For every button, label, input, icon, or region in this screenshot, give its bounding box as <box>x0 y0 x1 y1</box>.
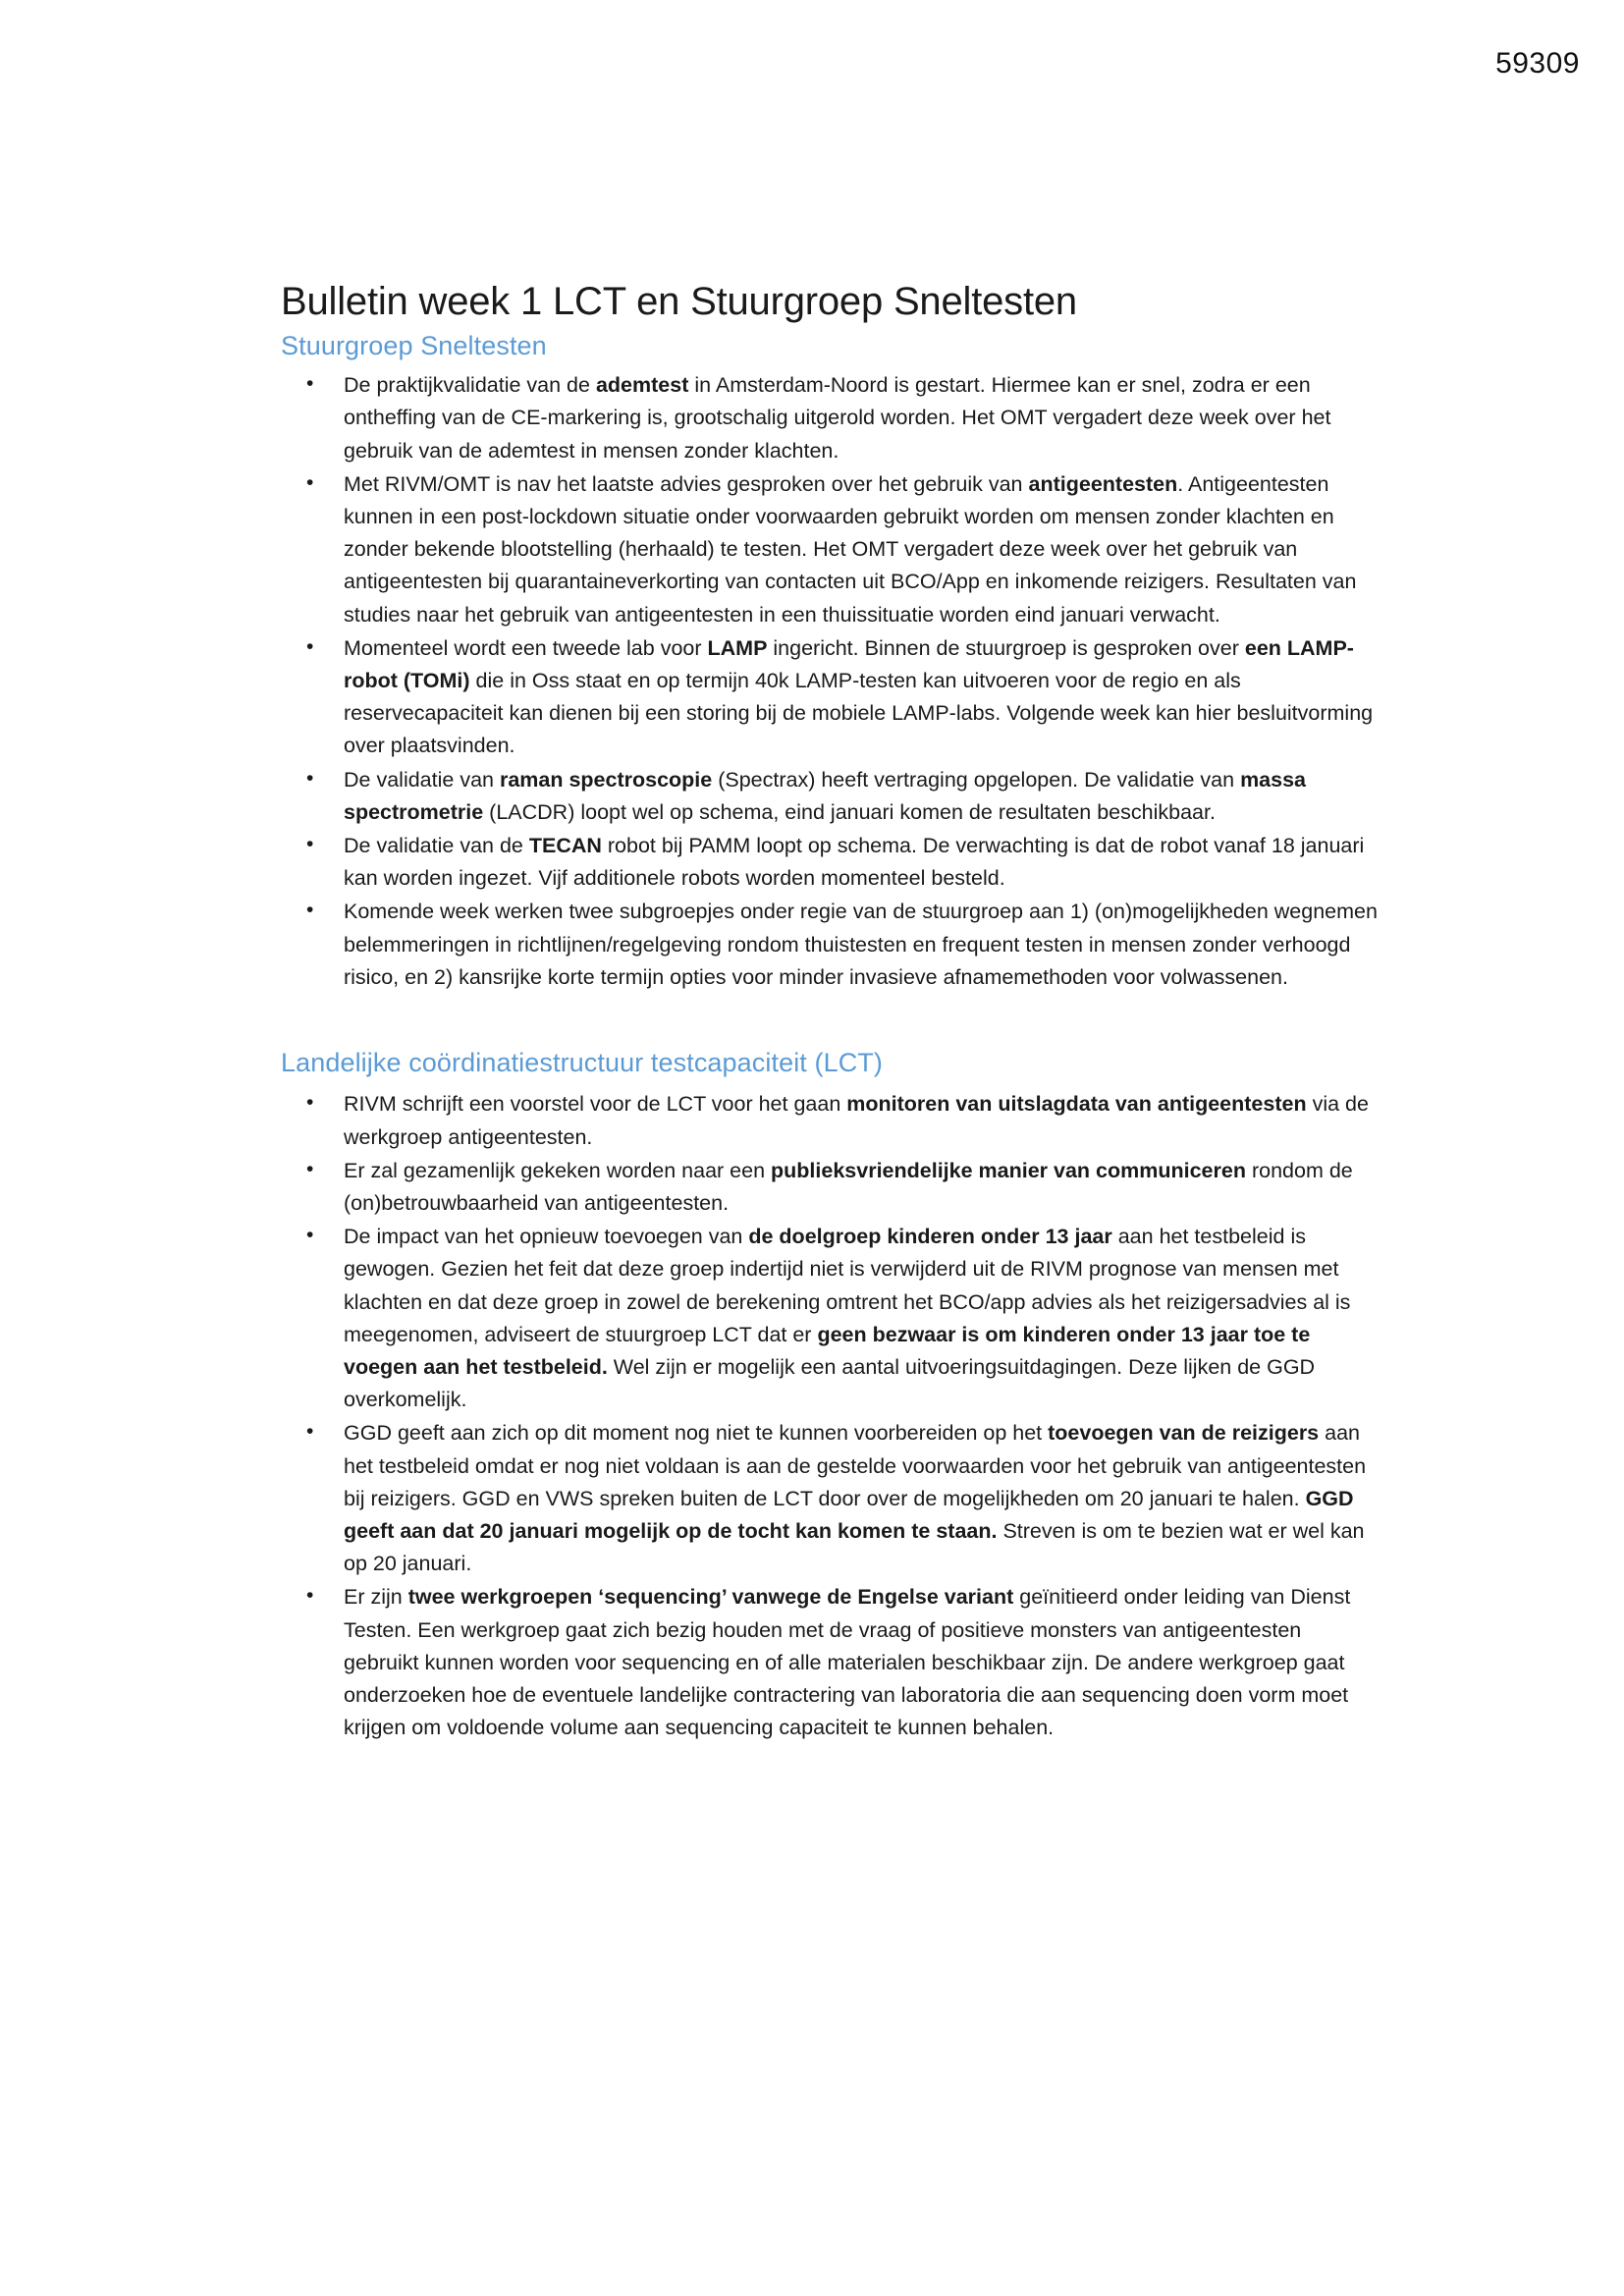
list-item-text <box>344 373 1330 462</box>
list-item <box>281 1417 1380 1580</box>
list-item <box>281 1155 1380 1220</box>
body-text: in Amsterdam-Noord is gestart. Hiermee kan er snel, zodra er een ontheffing van de CE-markering is, grootschalig uitgerold worden. Het OMT vergadert deze week over het gebruik van de ademtest in mensen zonder klachten. <box>344 373 1331 463</box>
body-text: die in Oss staat en op termijn 40k LAMP-testen kan uitvoeren voor de regio en als reservecapaciteit kan dienen bij een storing bij de mobiele LAMP-labs. Volgende week kan hier besluitvorming over plaatsvinden. <box>344 669 1374 758</box>
emphasis-text: geen bezwaar is om kinderen onder 13 jaar toe te voegen aan het testbeleid. <box>344 1322 1311 1380</box>
body-text: geïnitieerd onder leiding van Dienst Testen. Een werkgroep gaat zich bezig houden met de vraag of positieve monsters van antigeentesten gebruikt kunnen worden voor sequencing en of alle materialen beschikbaar zijn. De andere werkgroep gaat onderzoeken hoe de eventuele landelijke contractering van laboratoria die aan sequencing doen vorm moet krijgen om voldoende volume aan sequencing capaciteit te kunnen behalen. <box>344 1585 1351 1740</box>
document-content <box>281 280 1380 1746</box>
emphasis-text: antigeentesten <box>1028 471 1178 496</box>
body-text: (LACDR) loopt wel op schema, eind januari komen de resultaten beschikbaar. <box>483 799 1216 824</box>
emphasis-text: GGD geeft aan dat 20 januari mogelijk op de tocht kan komen te staan. <box>344 1486 1354 1544</box>
body-text: Er zijn <box>344 1585 408 1610</box>
emphasis-text: monitoren van uitslagdata van antigeentesten <box>846 1092 1307 1117</box>
list-item-text <box>344 636 1373 758</box>
body-text: Komende week werken twee subgroepjes onder regie van de stuurgroep aan 1) (on)mogelijkheden wegnemen belemmeringen in richtlijnen/regelgeving rondom thuistesten en frequent testen in mensen zonder verhoogd risico, en 2) kansrijke korte termijn opties voor minder invasieve afnamemethoden voor volwassenen. <box>344 900 1378 989</box>
body-text: GGD geeft aan zich op dit moment nog niet te kunnen voorbereiden op het <box>344 1421 1049 1446</box>
body-text: Met RIVM/OMT is nav het laatste advies gesproken over het gebruik van <box>344 471 1029 496</box>
list-item-text <box>344 900 1378 988</box>
body-text: (Spectrax) heeft vertraging opgelopen. De validatie van <box>712 767 1241 792</box>
list-item <box>281 632 1380 763</box>
body-text: ingericht. Binnen de stuurgroep is gesproken over <box>767 635 1245 660</box>
emphasis-text: TECAN <box>528 834 602 858</box>
page-title: Bulletin week 1 LCT en Stuurgroep Sneltesten <box>281 280 1077 323</box>
body-text: aan het testbeleid is gewogen. Gezien het feit dat deze groep indertijd niet is verwijderd uit de RIVM prognose van mensen met klachten en dat deze groep in zowel de berekening omtrent het BCO/app advies als het reizigersadvies al is meegenomen, adviseert de stuurgroep LCT dat er <box>344 1225 1351 1346</box>
body-text: Er zal gezamenlijk gekeken worden naar een <box>344 1158 772 1182</box>
emphasis-text: toevoegen van de reizigers <box>1048 1421 1320 1446</box>
body-text: Momenteel wordt een tweede lab voor <box>344 635 708 660</box>
body-text: Wel zijn er mogelijk een aantal uitvoeringsuitdagingen. Deze lijken de GGD overkomelijk. <box>344 1355 1316 1412</box>
list-item <box>281 1221 1380 1416</box>
emphasis-text: massa spectrometrie <box>344 767 1307 824</box>
body-text: RIVM schrijft een voorstel voor de LCT voor het gaan <box>344 1092 847 1117</box>
list-item <box>281 369 1380 467</box>
body-text: rondom de (on)betrouwbaarheid van antigeentesten. <box>344 1158 1353 1216</box>
body-text: De praktijkvalidatie van de <box>344 373 596 398</box>
list-item <box>281 896 1380 994</box>
emphasis-text: de doelgroep kinderen onder 13 jaar <box>748 1225 1112 1249</box>
body-text: De validatie van de <box>344 834 529 858</box>
section-heading-lct: Landelijke coördinatiestructuur testcapaciteit (LCT) <box>281 1048 883 1078</box>
body-text: . Antigeentesten kunnen in een post-lockdown situatie onder voorwaarden gebruikt worden om mensen zonder klachten en zonder bekende blootstelling (herhaald) te testen. Het OMT vergadert deze week over het gebruik van antigeentesten bij quarantaineverkorting van contacten uit BCO/App en inkomende reizigers. Resultaten van studies naar het gebruik van antigeentesten in een thuissituatie worden eind januari verwacht. <box>344 471 1357 627</box>
body-text: De validatie van <box>344 767 500 792</box>
list-item-text <box>344 1159 1353 1215</box>
emphasis-text: publieksvriendelijke manier van communiceren <box>771 1158 1246 1182</box>
emphasis-text: ademtest <box>595 373 689 398</box>
emphasis-text: twee werkgroepen ‘sequencing’ vanwege de Engelse variant <box>407 1585 1014 1610</box>
bullet-list-stuurgroep <box>281 369 1380 994</box>
section-heading-stuurgroep: Stuurgroep Sneltesten <box>281 330 547 360</box>
body-text: robot bij PAMM loopt op schema. De verwachting is dat de robot vanaf 18 januari kan worden ingezet. Vijf additionele robots worden momenteel besteld. <box>344 834 1365 891</box>
emphasis-text: raman spectroscopie <box>499 767 713 792</box>
list-item-text <box>344 1225 1350 1411</box>
body-text: via de werkgroep antigeentesten. <box>344 1092 1369 1149</box>
list-item <box>281 764 1380 829</box>
list-item-text <box>344 1092 1369 1148</box>
body-text: aan het testbeleid omdat er nog niet voldaan is aan de gestelde voorwaarden voor het gebruik van antigeentesten bij reizigers. GGD en VWS spreken buiten de LCT door over de mogelijkheden om 20 januari te halen. <box>344 1421 1367 1510</box>
emphasis-text: een LAMP-robot (TOMi) <box>344 635 1354 693</box>
body-text: De impact van het opnieuw toevoegen van <box>344 1225 749 1249</box>
page-number: 59309 <box>1495 47 1580 80</box>
list-item <box>281 830 1380 895</box>
emphasis-text: LAMP <box>707 635 768 660</box>
list-item <box>281 468 1380 631</box>
list-item-text <box>344 834 1364 890</box>
list-item-text <box>344 1585 1350 1739</box>
list-item <box>281 1581 1380 1744</box>
list-item-text <box>344 768 1306 824</box>
list-item-text <box>344 472 1356 627</box>
bullet-list-lct <box>281 1088 1380 1744</box>
list-item <box>281 1088 1380 1153</box>
body-text: Streven is om te bezien wat er wel kan op 20 januari. <box>344 1519 1365 1576</box>
list-item-text <box>344 1421 1366 1575</box>
